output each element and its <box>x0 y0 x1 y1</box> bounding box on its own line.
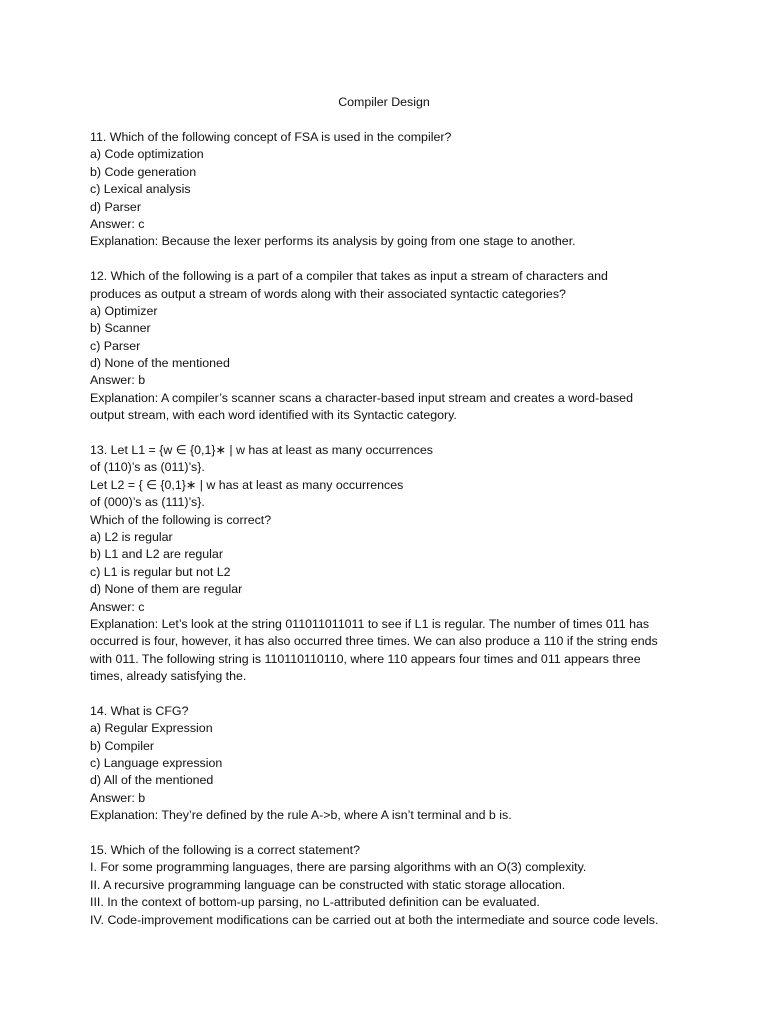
answer-text: Answer: c <box>90 216 145 231</box>
question-text: produces as output a stream of words along with their associated syntactic categories? <box>90 286 566 301</box>
question-text: 13. Let L1 = {w ∈ {0,1}∗ | w has at least as many occurrences <box>90 443 433 458</box>
option-d: d) Parser <box>90 199 141 214</box>
option-b: b) Scanner <box>90 321 151 336</box>
explanation-text: Explanation: A compiler’s scanner scans a character-based input stream and creates a word-based <box>90 390 633 405</box>
statement-iii: III. In the context of bottom-up parsing, no L-attributed definition can be evaluated. <box>90 895 540 910</box>
option-a: a) Regular Expression <box>90 721 213 736</box>
spacer <box>90 251 730 268</box>
document-title: Compiler Design <box>338 95 430 109</box>
question-block-15 <box>90 842 730 929</box>
explanation-text: times, already satisfying the. <box>90 669 247 684</box>
option-c: c) Language expression <box>90 756 223 771</box>
question-text: 14. What is CFG? <box>90 703 189 718</box>
statement-ii: II. A recursive programming language can be constructed with static storage allocation. <box>90 877 566 892</box>
explanation-text: Explanation: Let’s look at the string 011011011011 to see if L1 is regular. The number of times 011 has <box>90 616 650 631</box>
question-text: of (110)’s as (011)’s}. <box>90 460 205 475</box>
spacer <box>90 825 730 842</box>
option-b: b) L1 and L2 are regular <box>90 547 223 562</box>
question-block-11 <box>90 129 730 251</box>
question-text: 12. Which of the following is a part of a compiler that takes as input a stream of characters and <box>90 269 608 284</box>
option-d: d) All of the mentioned <box>90 773 214 788</box>
option-b: b) Compiler <box>90 738 155 753</box>
question-text: of (000)’s as (111)’s}. <box>90 495 205 510</box>
explanation-text: Explanation: Because the lexer performs its analysis by going from one stage to another. <box>90 234 576 249</box>
explanation-text: occurred is four, however, it has also occurred three times. We can also produce a 110 if the string ends <box>90 634 658 649</box>
question-block-12 <box>90 268 730 425</box>
option-a: a) L2 is regular <box>90 529 173 544</box>
explanation-text: output stream, with each word identified with its Syntactic category. <box>90 408 457 423</box>
statement-i: I. For some programming languages, there are parsing algorithms with an O(3) complexity. <box>90 860 587 875</box>
document-body <box>90 129 730 929</box>
explanation-text: with 011. The following string is 110110110110, where 110 appears four times and 011 appears three <box>90 651 641 666</box>
option-a: a) Code optimization <box>90 147 204 162</box>
answer-text: Answer: b <box>90 790 146 805</box>
answer-text: Answer: c <box>90 599 145 614</box>
question-text: 11. Which of the following concept of FSA is used in the compiler? <box>90 130 452 144</box>
spacer <box>90 686 730 703</box>
spacer <box>90 425 730 442</box>
question-block-13 <box>90 442 730 685</box>
question-block-14 <box>90 703 730 825</box>
option-c: c) Lexical analysis <box>90 182 191 197</box>
answer-text: Answer: b <box>90 373 146 388</box>
option-c: c) L1 is regular but not L2 <box>90 564 231 579</box>
question-text: Let L2 = { ∈ {0,1}∗ | w has at least as many occurrences <box>90 477 404 492</box>
option-b: b) Code generation <box>90 164 197 179</box>
question-text: 15. Which of the following is a correct statement? <box>90 843 360 858</box>
statement-iv: IV. Code-improvement modifications can be carried out at both the intermediate and source code levels. <box>90 912 659 927</box>
option-d: d) None of the mentioned <box>90 356 230 371</box>
option-a: a) Optimizer <box>90 303 158 318</box>
explanation-text: Explanation: They’re defined by the rule A->b, where A isn’t terminal and b is. <box>90 808 512 823</box>
option-c: c) Parser <box>90 338 141 353</box>
question-text: Which of the following is correct? <box>90 512 272 527</box>
option-d: d) None of them are regular <box>90 582 243 597</box>
